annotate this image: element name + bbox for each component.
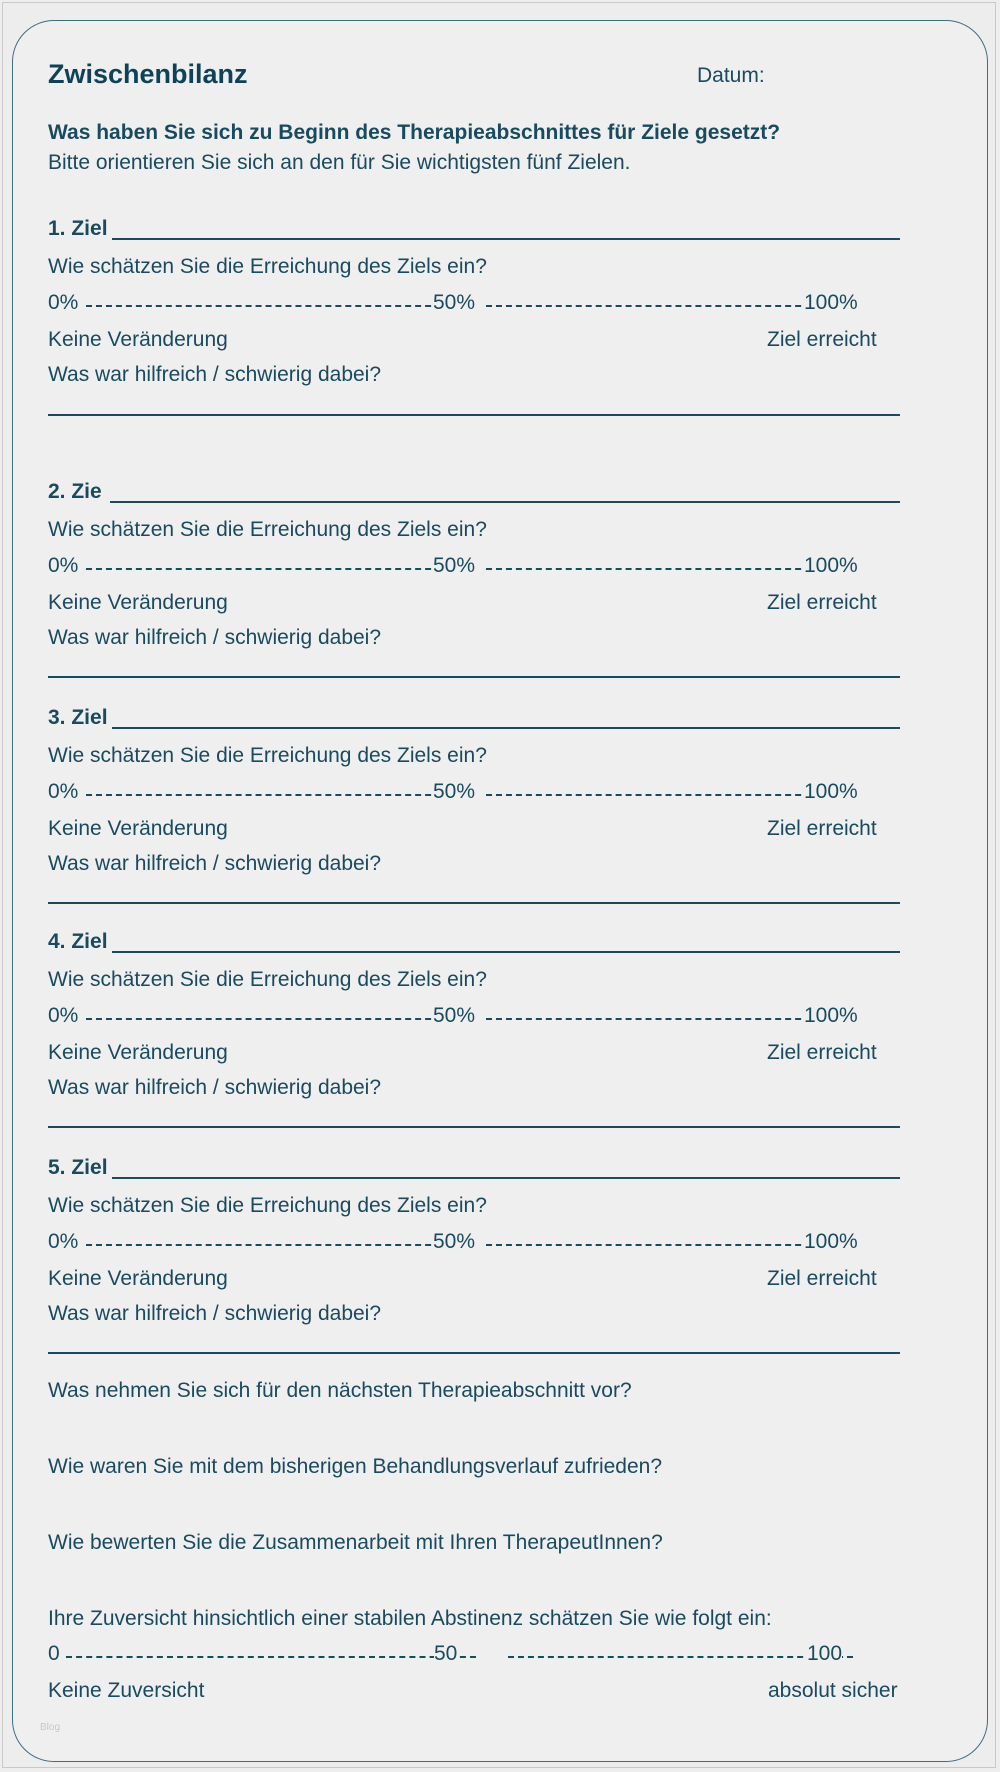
goal-label: 4. Ziel (48, 930, 108, 953)
scale-100-label: 100% (804, 1230, 858, 1253)
scale-100-label: 100% (804, 291, 858, 314)
goal-label: 2. Zie (48, 480, 102, 503)
confidence-high-label: absolut sicher (768, 1679, 898, 1702)
scale-100-label: 100% (804, 1004, 858, 1027)
scale-0-label: 0% (48, 1230, 79, 1253)
scale-50-label: 50% (433, 1230, 476, 1253)
scale-50-label: 50% (433, 554, 476, 577)
goal-estimate-question: Wie schätzen Sie die Erreichung des Ziels ein? (48, 1194, 487, 1217)
goal-answer-line[interactable] (48, 1126, 900, 1128)
scale-100-label: 100% (804, 780, 858, 803)
scale-100-label: 100% (804, 554, 858, 577)
scale-50-label: 50% (433, 291, 476, 314)
goal-estimate-question: Wie schätzen Sie die Erreichung des Ziels ein? (48, 255, 487, 278)
question-confidence: Ihre Zuversicht hinsichtlich einer stabilen Abstinenz schätzen Sie wie folgt ein: (48, 1607, 772, 1630)
confidence-scale-50: 50 (434, 1642, 458, 1665)
scale-0-label: 0% (48, 291, 79, 314)
confidence-scale-0: 0 (48, 1642, 60, 1665)
scale-low-label: Keine Veränderung (48, 817, 228, 840)
question-satisfaction: Wie waren Sie mit dem bisherigen Behandlungsverlauf zufrieden? (48, 1455, 663, 1478)
goal-helpful-question: Was war hilfreich / schwierig dabei? (48, 1076, 382, 1099)
goal-answer-line[interactable] (48, 1352, 900, 1354)
scale-50-label: 50% (433, 1004, 476, 1027)
scale-high-label: Ziel erreicht (767, 817, 877, 840)
scale-low-label: Keine Veränderung (48, 1041, 228, 1064)
scale-0-label: 0% (48, 1004, 79, 1027)
goal-answer-line[interactable] (48, 414, 900, 416)
goals-question: Was haben Sie sich zu Beginn des Therapieabschnittes für Ziele gesetzt? (48, 121, 781, 144)
page-title: Zwischenbilanz (48, 59, 248, 89)
goal-helpful-question: Was war hilfreich / schwierig dabei? (48, 852, 382, 875)
scale-high-label: Ziel erreicht (767, 1267, 877, 1290)
scale-low-label: Keine Veränderung (48, 591, 228, 614)
scale-low-label: Keine Veränderung (48, 1267, 228, 1290)
goal-input-line[interactable] (110, 501, 900, 503)
goal-estimate-question: Wie schätzen Sie die Erreichung des Ziels ein? (48, 968, 487, 991)
goal-estimate-question: Wie schätzen Sie die Erreichung des Ziels ein? (48, 744, 487, 767)
scale-low-label: Keine Veränderung (48, 328, 228, 351)
goal-input-line[interactable] (112, 238, 900, 240)
goal-input-line[interactable] (112, 1177, 900, 1179)
goal-label: 1. Ziel (48, 217, 108, 240)
question-cooperation: Wie bewerten Sie die Zusammenarbeit mit Ihren TherapeutInnen? (48, 1531, 663, 1554)
goal-percent-scale[interactable] (48, 780, 863, 804)
goal-answer-line[interactable] (48, 676, 900, 678)
confidence-scale[interactable] (48, 1642, 863, 1666)
goal-label: 5. Ziel (48, 1156, 108, 1179)
goal-input-line[interactable] (112, 951, 900, 953)
goal-percent-scale[interactable] (48, 1230, 863, 1254)
footer-watermark: Blog (40, 1722, 61, 1733)
goal-input-line[interactable] (112, 727, 900, 729)
goal-helpful-question: Was war hilfreich / schwierig dabei? (48, 626, 382, 649)
scale-0-label: 0% (48, 780, 79, 803)
scale-high-label: Ziel erreicht (767, 328, 877, 351)
question-next-phase: Was nehmen Sie sich für den nächsten Therapieabschnitt vor? (48, 1379, 632, 1402)
confidence-scale-100: 100 (807, 1642, 843, 1665)
scale-50-label: 50% (433, 780, 476, 803)
goal-estimate-question: Wie schätzen Sie die Erreichung des Ziels ein? (48, 518, 487, 541)
date-label: Datum: (697, 64, 765, 87)
goal-label: 3. Ziel (48, 706, 108, 729)
scale-high-label: Ziel erreicht (767, 591, 877, 614)
goals-instruction: Bitte orientieren Sie sich an den für Sie wichtigsten fünf Zielen. (48, 151, 631, 174)
form-card (12, 20, 988, 1762)
goal-helpful-question: Was war hilfreich / schwierig dabei? (48, 363, 382, 386)
goal-answer-line[interactable] (48, 902, 900, 904)
goal-percent-scale[interactable] (48, 291, 863, 315)
confidence-low-label: Keine Zuversicht (48, 1679, 205, 1702)
goal-percent-scale[interactable] (48, 554, 863, 578)
scale-high-label: Ziel erreicht (767, 1041, 877, 1064)
goal-percent-scale[interactable] (48, 1004, 863, 1028)
scale-0-label: 0% (48, 554, 79, 577)
goal-helpful-question: Was war hilfreich / schwierig dabei? (48, 1302, 382, 1325)
